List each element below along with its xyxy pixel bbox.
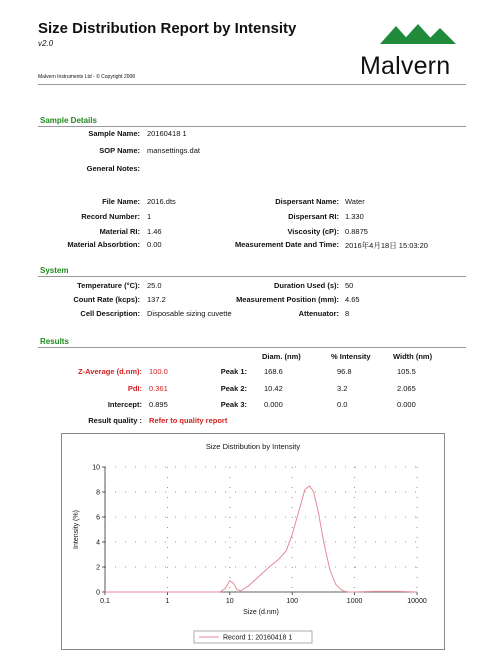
pdi-value: 0.361	[149, 384, 168, 393]
sample-divider	[38, 126, 466, 127]
peak1-width: 105.5	[397, 367, 416, 376]
chart-y-tick-label: 4	[96, 539, 100, 547]
width-column-header: Width (nm)	[393, 352, 433, 361]
peak2-label: Peak 2:	[220, 384, 247, 393]
sample-name-value: 20160418 1	[147, 129, 187, 138]
duration-value: 50	[345, 281, 354, 290]
count-rate-value: 137.2	[147, 295, 166, 304]
results-divider	[38, 347, 466, 348]
chart-y-tick-label: 10	[92, 464, 100, 472]
file-name-value: 2016.dts	[147, 197, 176, 206]
attenuator-label: Attenuator:	[298, 309, 339, 318]
material-ri-value: 1.46	[147, 227, 162, 236]
chart-y-tick-label: 2	[96, 564, 100, 572]
result-quality-link[interactable]: Refer to quality report	[149, 416, 228, 425]
dispersant-ri-value: 1.330	[345, 212, 364, 221]
cell-description-value: Disposable sizing cuvette	[147, 309, 232, 318]
chart-x-tick-label: 100	[286, 598, 299, 605]
diam-column-header: Diam. (nm)	[262, 352, 301, 361]
temperature-label: Temperature (°C):	[77, 281, 140, 290]
file-name-label: File Name:	[102, 197, 140, 206]
peak3-label: Peak 3:	[220, 400, 247, 409]
sop-name-label: SOP Name:	[99, 146, 140, 155]
record-number-label: Record Number:	[81, 212, 140, 221]
system-divider	[38, 276, 466, 277]
viscosity-value: 0.8875	[345, 227, 368, 236]
chart-x-tick-label: 1	[165, 598, 170, 605]
z-average-value: 100.0	[149, 367, 168, 376]
chart-y-tick-label: 0	[96, 589, 100, 597]
dispersant-name-value: Water	[345, 197, 365, 206]
intercept-value: 0.895	[149, 400, 168, 409]
logo-text: Malvern	[360, 52, 451, 80]
result-quality-label: Result quality :	[88, 416, 142, 425]
chart-y-tick-label: 6	[96, 514, 100, 522]
size-distribution-chart	[62, 434, 444, 649]
peak3-width: 0.000	[397, 400, 416, 409]
material-absorbtion-value: 0.00	[147, 240, 162, 249]
material-absorbtion-label: Material Absorbtion:	[67, 240, 140, 249]
material-ri-label: Material RI:	[99, 227, 140, 236]
peak1-label: Peak 1:	[220, 367, 247, 376]
chart-legend-label: Record 1: 20160418 1	[223, 634, 293, 642]
record-number-value: 1	[147, 212, 152, 221]
dispersant-name-label: Dispersant Name:	[275, 197, 339, 206]
cell-description-label: Cell Description:	[80, 309, 140, 318]
sample-details-heading: Sample Details	[40, 116, 97, 125]
peak2-diam: 10.42	[264, 384, 283, 393]
count-rate-label: Count Rate (kcps):	[73, 295, 140, 304]
chart-x-tick-label: 0.1	[100, 598, 110, 605]
measurement-position-label: Measurement Position (mm):	[236, 295, 339, 304]
peak1-diam: 168.6	[264, 367, 283, 376]
dispersant-ri-label: Dispersant RI:	[288, 212, 339, 221]
duration-label: Duration Used (s):	[273, 281, 339, 290]
chart-y-axis-label: Intensity (%)	[73, 510, 80, 549]
chart-x-tick-label: 10000	[407, 598, 427, 605]
measurement-datetime-label: Measurement Date and Time:	[234, 240, 339, 249]
pdi-label: PdI:	[127, 384, 142, 393]
temperature-value: 25.0	[147, 281, 162, 290]
peak3-diam: 0.000	[264, 400, 283, 409]
chart-series-line	[105, 486, 417, 592]
intensity-column-header: % Intensity	[331, 352, 371, 361]
measurement-position-value: 4.65	[345, 295, 360, 304]
chart-x-tick-label: 10	[225, 598, 234, 605]
peak2-width: 2.065	[397, 384, 416, 393]
z-average-label: Z-Average (d.nm):	[78, 367, 142, 376]
report-version: v2.0	[38, 39, 54, 48]
system-heading: System	[40, 266, 69, 275]
sample-name-label: Sample Name:	[88, 129, 140, 138]
peak1-intensity: 96.8	[337, 367, 352, 376]
chart-x-axis-label: Size (d.nm)	[243, 609, 279, 616]
copyright-text: Malvern Instruments Ltd - © Copyright 2008	[38, 74, 136, 80]
peak2-intensity: 3.2	[337, 384, 348, 393]
peak3-intensity: 0.0	[337, 400, 348, 409]
sop-name-value: mansettings.dat	[147, 146, 200, 155]
general-notes-label: General Notes:	[86, 164, 140, 173]
results-heading: Results	[40, 337, 69, 346]
report-title: Size Distribution Report by Intensity	[38, 20, 297, 37]
viscosity-label: Viscosity (cP):	[287, 227, 339, 236]
chart-title: Size Distribution by Intensity	[205, 442, 301, 451]
attenuator-value: 8	[345, 309, 350, 318]
measurement-datetime-value: 2016年4月18日 15:03:20	[345, 241, 428, 250]
chart-y-tick-label: 8	[96, 489, 100, 497]
header-divider	[38, 84, 466, 85]
size-distribution-chart-frame	[61, 433, 445, 650]
intercept-label: Intercept:	[107, 400, 142, 409]
chart-x-tick-label: 1000	[346, 598, 363, 605]
